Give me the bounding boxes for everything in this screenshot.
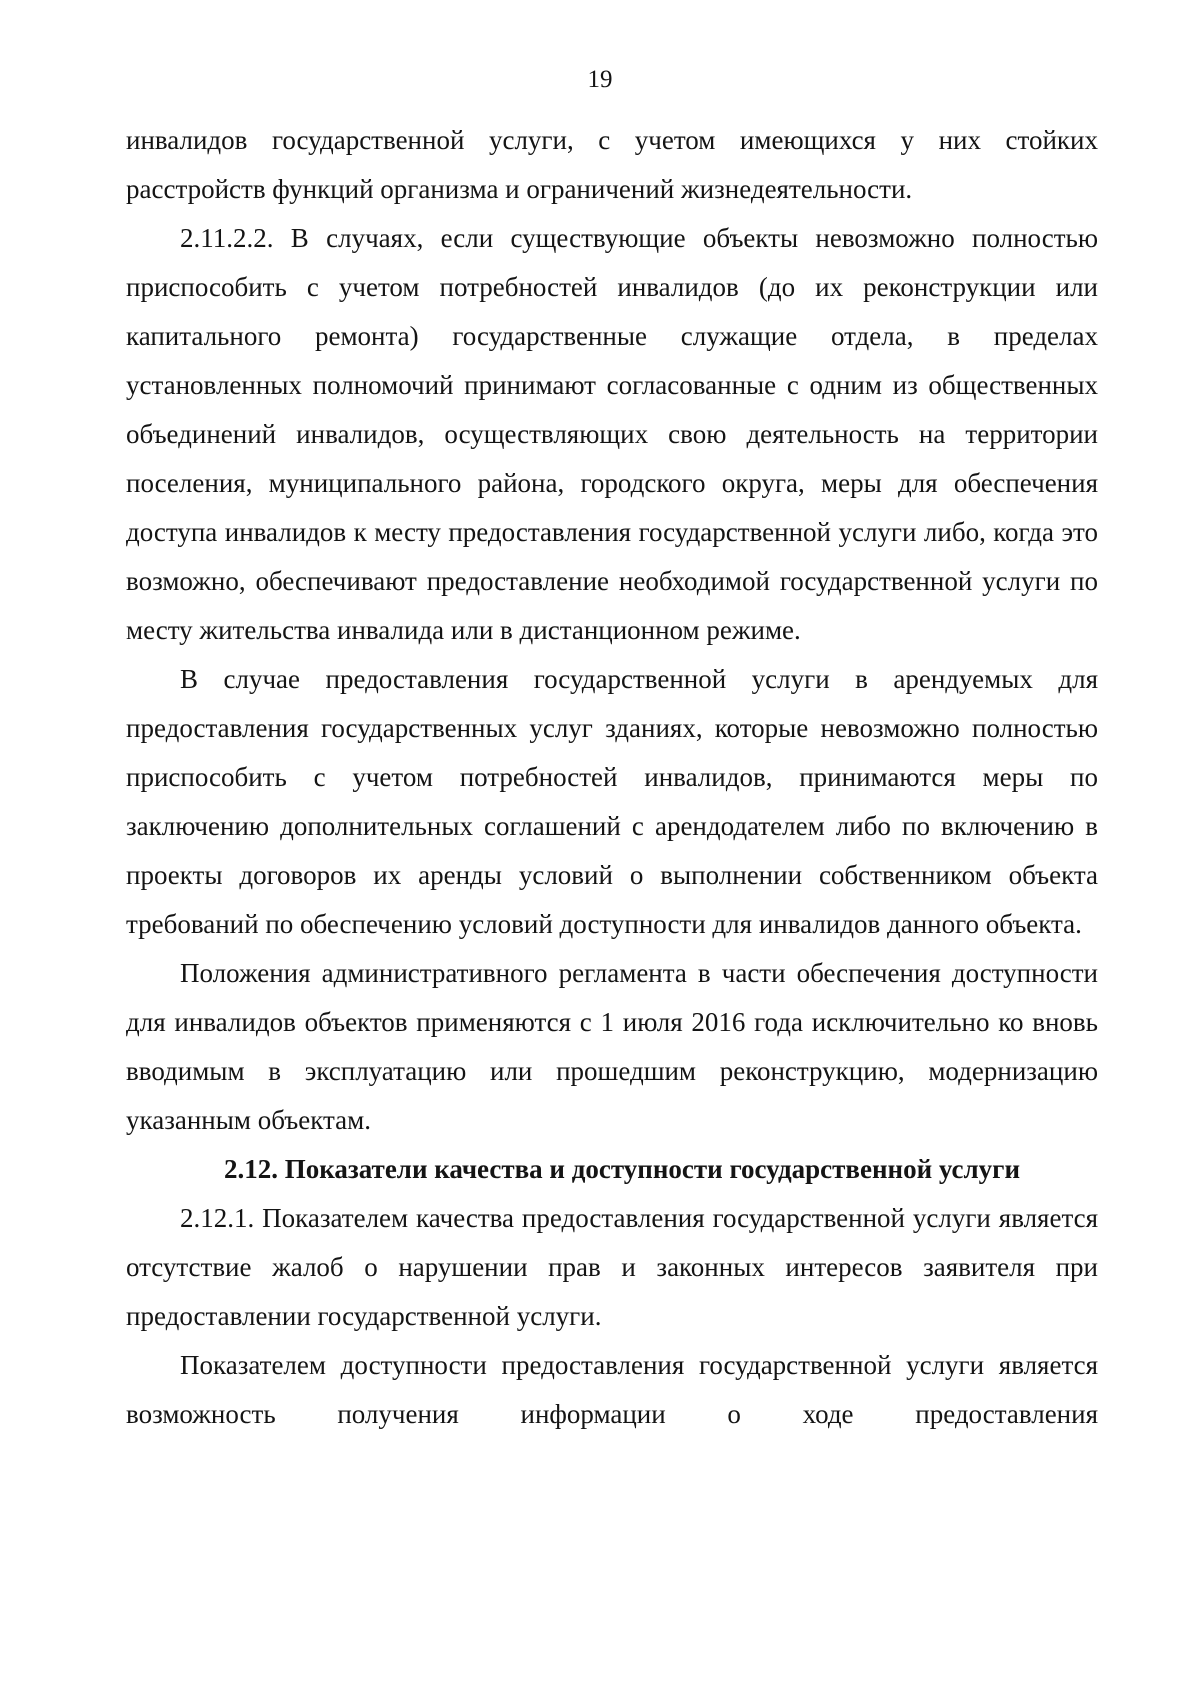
paragraph-regulation-provisions: Положения административного регламента в части обеспечения доступности для инвалидов объектов применяются с 1 июля 2016 года исключительно ко вновь вводимым в эксплуатацию или прошедшим реконструкцию, модернизацию указанным объектам.	[126, 958, 1098, 1135]
section-heading-2-12: 2.12. Показатели качества и доступности государственной услуги	[224, 1154, 1020, 1184]
page-number: 19	[587, 66, 613, 93]
paragraph-2-11-2-2: 2.11.2.2. В случаях, если существующие объекты невозможно полностью приспособить с учетом потребностей инвалидов (до их реконструкции или капитального ремонта) государственные служащие отдела, в пределах установленных полномочий принимают согласованные с одним из общественных объединений инвалидов, осуществляющих свою деятельность на территории поселения, муниципального района, городского округа, меры для обеспечения доступа инвалидов к месту предоставления государственной услуги либо, когда это возможно, обеспечивают предоставление необходимой государственной услуги по месту жительства инвалида или в дистанционном режиме.	[126, 223, 1098, 645]
document-body	[126, 116, 1098, 1439]
paragraph-rented-buildings: В случае предоставления государственной услуги в арендуемых для предоставления государственных услуг зданиях, которые невозможно полностью приспособить с учетом потребностей инвалидов, принимаются меры по заключению дополнительных соглашений с арендодателем либо по включению в проекты договоров их аренды условий о выполнении собственником объекта требований по обеспечению условий доступности для инвалидов данного объекта.	[126, 664, 1098, 939]
paragraph-continued: инвалидов государственной услуги, с учетом имеющихся у них стойких расстройств функций организма и ограничений жизнедеятельности.	[126, 125, 1098, 204]
paragraph-2-12-1: 2.12.1. Показателем качества предоставления государственной услуги является отсутствие жалоб о нарушении прав и законных интересов заявителя при предоставлении государственной услуги.	[126, 1203, 1098, 1331]
paragraph-accessibility-indicator: Показателем доступности предоставления государственной услуги является возможность получения информации о ходе предоставления	[126, 1350, 1098, 1429]
